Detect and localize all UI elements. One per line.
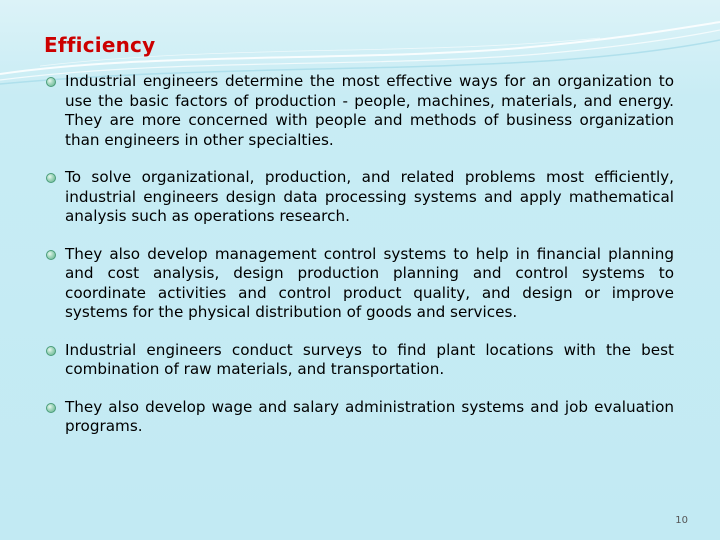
bullet-text: Industrial engineers conduct surveys to find plant locations with the best combination of raw materials, and transportation. bbox=[65, 340, 674, 378]
bullet-text: They also develop management control systems to help in financial planning and cost analysis, design production planning and control systems to coordinate activities and control product quality, and design or improve systems for the physical distribution of goods and services. bbox=[65, 244, 674, 321]
bullet-item bbox=[44, 245, 674, 323]
bullet-item bbox=[44, 398, 674, 437]
bullet-dot-icon bbox=[46, 250, 56, 260]
bullet-dot-icon bbox=[46, 346, 56, 356]
bullet-dot-icon bbox=[46, 403, 56, 413]
bullet-dot-icon bbox=[46, 173, 56, 183]
bullet-item bbox=[44, 341, 674, 380]
page-number: 10 bbox=[675, 515, 688, 526]
bullet-dot-icon bbox=[46, 77, 56, 87]
bullet-text: Industrial engineers determine the most effective ways for an organization to use the basic factors of production - people, machines, materials, and energy. They are more concerned with people and methods of business organization than engineers in other specialties. bbox=[65, 72, 674, 149]
bullet-item bbox=[44, 168, 674, 227]
bullet-text: They also develop wage and salary administration systems and job evaluation programs. bbox=[65, 397, 674, 435]
bullet-item bbox=[44, 72, 674, 150]
bullet-list bbox=[44, 72, 674, 437]
bullet-text: To solve organizational, production, and related problems most efficiently, industrial engineers design data processing systems and apply mathematical analysis such as operations research. bbox=[65, 168, 674, 225]
slide-title: Efficiency bbox=[44, 33, 156, 57]
